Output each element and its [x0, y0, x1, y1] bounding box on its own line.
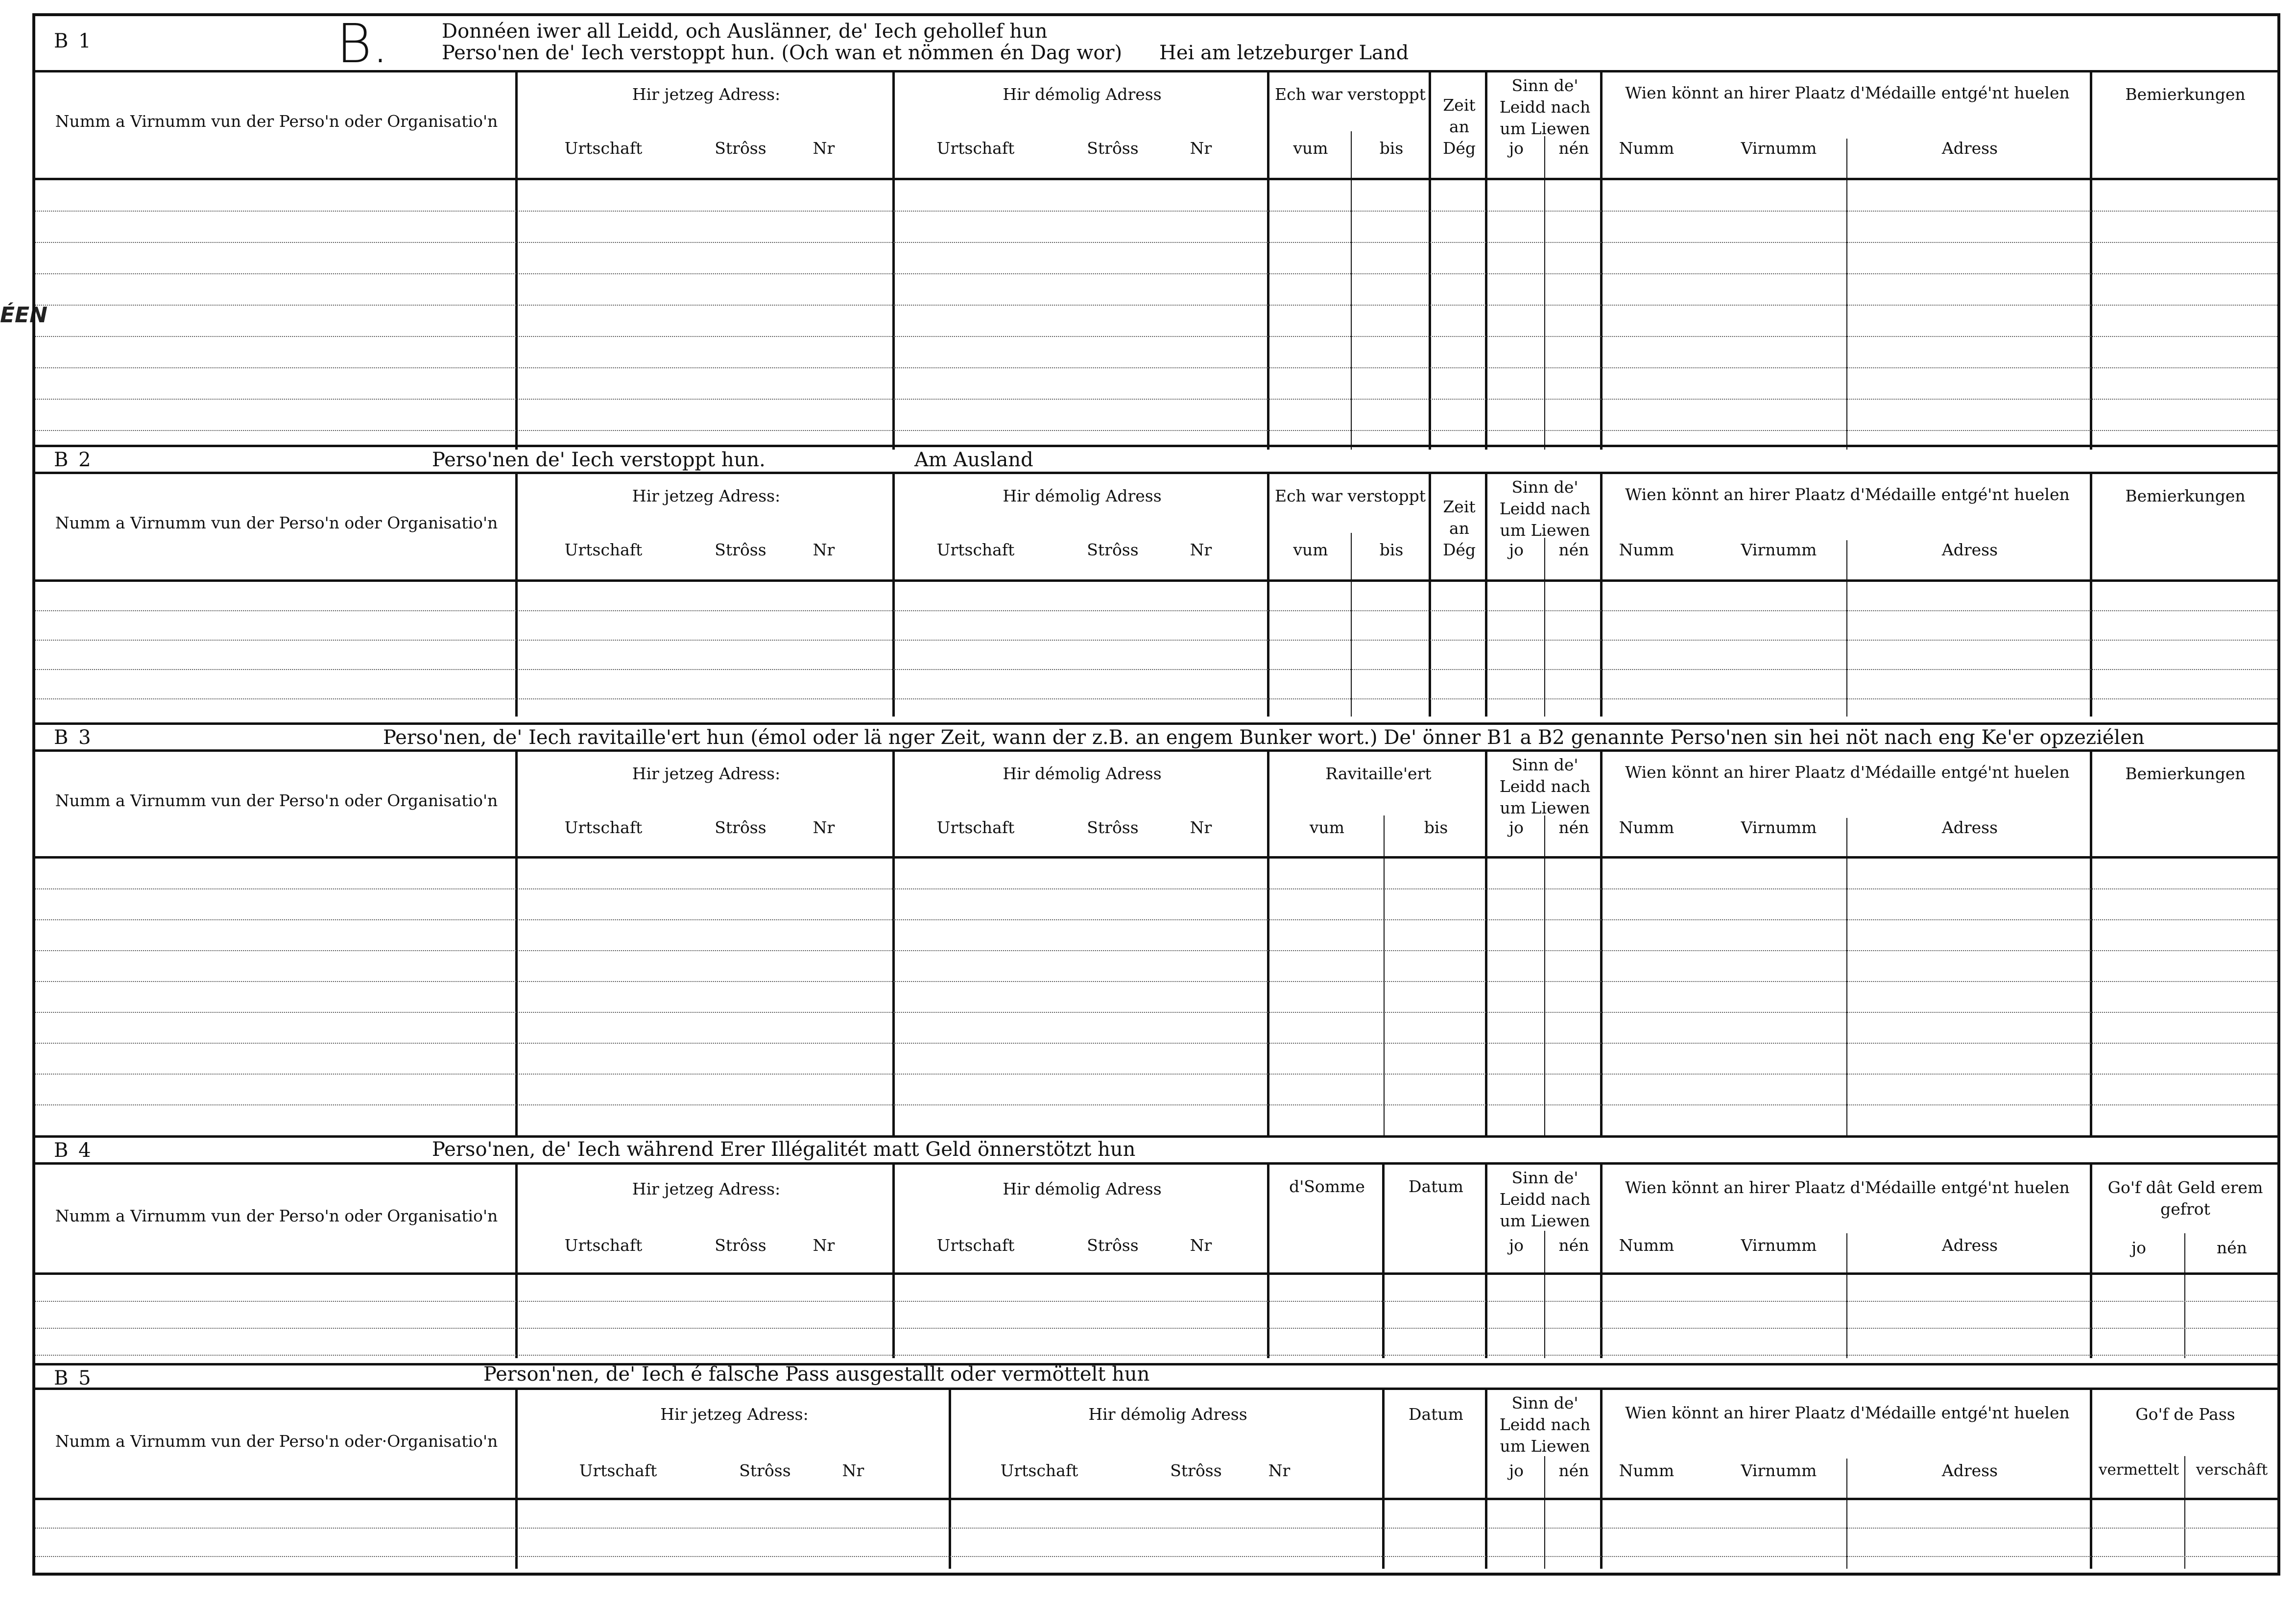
- section-b2-titlebar: [35, 445, 2277, 474]
- section-title-right: Hei am letzeburger Land: [1159, 42, 1409, 64]
- col-from: vum: [1293, 540, 1328, 559]
- col-remarks: Bemierkungen: [2125, 85, 2246, 104]
- col-ortschaft: Urtschaft: [1000, 1461, 1078, 1480]
- form-row[interactable]: [35, 982, 2277, 1013]
- col-name: Numm a Virnumm vun der Perso'n oder Organisatio'n: [55, 112, 498, 131]
- col-name: Numm a Virnumm vun der Perso'n oder Organisatio'n: [55, 1206, 498, 1225]
- col-stross: Strôss: [739, 1461, 791, 1480]
- section-title: Person'nen, de' Iech é falsche Pass ausgestallt oder vermöttelt hun: [483, 1363, 1150, 1386]
- form-row[interactable]: [35, 212, 2277, 243]
- col-ortschaft: Urtschaft: [564, 139, 643, 158]
- col-firstname: Virnumm: [1741, 1236, 1817, 1255]
- col-money-back: Go'f dât Geld erem gefrot: [2107, 1178, 2263, 1219]
- form-row[interactable]: [35, 1329, 2277, 1356]
- col-supplied: Ravitaille'ert: [1325, 764, 1432, 783]
- form-page: [32, 13, 2280, 1576]
- table-body: [35, 859, 2277, 1138]
- col-stross: Strôss: [1087, 1236, 1139, 1255]
- col-surname: Numm: [1619, 540, 1674, 559]
- section-label: B 4: [54, 1139, 93, 1162]
- col-former-address: Hir démolig Adress: [1003, 85, 1162, 104]
- col-hidden: Ech war verstoppt: [1274, 486, 1426, 505]
- col-stross: Strôss: [1087, 139, 1139, 158]
- col-stross: Strôss: [715, 1236, 766, 1255]
- form-row[interactable]: [35, 670, 2277, 699]
- col-ortschaft: Urtschaft: [936, 818, 1015, 837]
- form-row[interactable]: [35, 1105, 2277, 1136]
- col-medal: Wien könnt an hirer Plaatz d'Médaille entgé'nt huelen: [1625, 83, 2070, 102]
- col-ortschaft: Urtschaft: [579, 1461, 657, 1480]
- section-title: Perso'nen, de' Iech ravitaille'ert hun (émol oder lä nger Zeit, wann der z.B. an engem Bunker wort.) De' önner B1 a B2 genannte Perso'nen sin hei nöt nach eng Ke'er opzeziélen: [383, 726, 2145, 749]
- col-nr: Nr: [1190, 139, 1212, 158]
- col-surname: Numm: [1619, 818, 1674, 837]
- col-stross: Strôss: [715, 540, 766, 559]
- form-row[interactable]: [35, 582, 2277, 611]
- col-nr: Nr: [1190, 1236, 1212, 1255]
- col-yes: jo: [2131, 1238, 2147, 1257]
- col-medal: Wien könnt an hirer Plaatz d'Médaille entgé'nt huelen: [1625, 763, 2070, 782]
- col-stross: Strôss: [1170, 1461, 1222, 1480]
- col-to: bis: [1379, 540, 1404, 559]
- col-firstname: Virnumm: [1741, 1461, 1817, 1480]
- col-stross: Strôss: [1087, 540, 1139, 559]
- form-row[interactable]: [35, 337, 2277, 368]
- col-name: Numm a Virnumm vun der Perso'n oder·Organisatio'n: [55, 1432, 498, 1451]
- col-no: nén: [1558, 1236, 1589, 1255]
- col-no: nén: [1558, 1461, 1589, 1480]
- section-b1-titlebar: [35, 12, 2277, 75]
- col-surname: Numm: [1619, 139, 1674, 158]
- col-obtained: verschâft: [2196, 1461, 2268, 1479]
- col-firstname: Virnumm: [1741, 139, 1817, 158]
- col-no: nén: [1558, 540, 1589, 559]
- table-body: [35, 582, 2277, 717]
- col-current-address: Hir jetzeg Adress:: [632, 486, 781, 505]
- col-nr: Nr: [813, 1236, 835, 1255]
- section-title: Perso'nen de' Iech verstoppt hun.: [432, 449, 765, 471]
- table-header: [35, 1165, 2277, 1275]
- form-row[interactable]: [35, 859, 2277, 889]
- col-no: nén: [2216, 1238, 2248, 1257]
- col-ortschaft: Urtschaft: [564, 540, 643, 559]
- table-header: [35, 1390, 2277, 1500]
- col-nr: Nr: [1268, 1461, 1291, 1480]
- col-nr: Nr: [1190, 540, 1212, 559]
- col-to: bis: [1379, 139, 1404, 158]
- col-alive: Sinn de' Leidd nach um Liewen: [1499, 1168, 1591, 1230]
- col-no: nén: [1558, 818, 1589, 837]
- form-row[interactable]: [35, 274, 2277, 306]
- col-stross: Strôss: [715, 818, 766, 837]
- col-medal: Wien könnt an hirer Plaatz d'Médaille entgé'nt huelen: [1625, 485, 2070, 504]
- col-ortschaft: Urtschaft: [564, 1236, 643, 1255]
- col-former-address: Hir démolig Adress: [1003, 764, 1162, 783]
- table-body: [35, 180, 2277, 450]
- col-nr: Nr: [842, 1461, 864, 1480]
- col-yes: jo: [1508, 1236, 1524, 1255]
- col-former-address: Hir démolig Adress: [1003, 486, 1162, 505]
- col-medal: Wien könnt an hirer Plaatz d'Médaille entgé'nt huelen: [1625, 1178, 2070, 1197]
- section-b3: [35, 722, 2277, 1148]
- form-row[interactable]: [35, 1529, 2277, 1557]
- col-days: Zeit an Dég: [1442, 96, 1476, 158]
- section-title-right: Am Ausland: [914, 449, 1033, 471]
- form-row[interactable]: [35, 243, 2277, 274]
- form-row[interactable]: [35, 611, 2277, 641]
- col-nr: Nr: [813, 139, 835, 158]
- section-b4: [35, 1135, 2277, 1368]
- col-remarks: Bemierkungen: [2125, 486, 2246, 505]
- col-ortschaft: Urtschaft: [936, 1236, 1015, 1255]
- col-firstname: Virnumm: [1741, 540, 1817, 559]
- section-b3-titlebar: [35, 722, 2277, 752]
- margin-handwriting: ÉEN: [0, 303, 48, 328]
- col-address: Adress: [1941, 1461, 1998, 1480]
- col-date: Datum: [1409, 1405, 1463, 1424]
- section-label: B 5: [54, 1367, 93, 1389]
- col-no: nén: [1558, 139, 1589, 158]
- section-title-line2: Perso'nen de' Iech verstoppt hun. (Och wan et nömmen én Dag wor): [442, 42, 1123, 64]
- col-address: Adress: [1941, 1236, 1998, 1255]
- col-alive: Sinn de' Leidd nach um Liewen: [1499, 1393, 1591, 1456]
- form-row[interactable]: [35, 180, 2277, 212]
- col-current-address: Hir jetzeg Adress:: [660, 1405, 809, 1424]
- col-current-address: Hir jetzeg Adress:: [632, 85, 781, 104]
- col-sum: d'Somme: [1289, 1177, 1365, 1196]
- col-nr: Nr: [1190, 818, 1212, 837]
- form-row[interactable]: [35, 306, 2277, 337]
- col-nr: Nr: [813, 818, 835, 837]
- col-yes: jo: [1508, 818, 1524, 837]
- col-from: vum: [1293, 139, 1328, 158]
- col-former-address: Hir démolig Adress: [1088, 1405, 1247, 1424]
- form-row[interactable]: [35, 889, 2277, 920]
- col-hidden: Ech war verstoppt: [1274, 85, 1426, 104]
- col-ortschaft: Urtschaft: [936, 139, 1015, 158]
- col-current-address: Hir jetzeg Adress:: [632, 764, 781, 783]
- col-yes: jo: [1508, 540, 1524, 559]
- section-title-line1: Donnéen iwer all Leidd, och Auslänner, de' Iech gehollef hun: [442, 20, 1048, 43]
- col-to: bis: [1424, 818, 1448, 837]
- form-row[interactable]: [35, 920, 2277, 951]
- col-nr: Nr: [813, 540, 835, 559]
- col-alive: Sinn de' Leidd nach um Liewen: [1499, 478, 1591, 540]
- col-alive: Sinn de' Leidd nach um Liewen: [1499, 76, 1591, 138]
- section-b2: [35, 445, 2277, 726]
- col-ortschaft: Urtschaft: [564, 818, 643, 837]
- form-row[interactable]: [35, 641, 2277, 670]
- col-current-address: Hir jetzeg Adress:: [632, 1179, 781, 1198]
- form-row[interactable]: [35, 1500, 2277, 1529]
- section-b5: [35, 1363, 2277, 1576]
- col-remarks: Bemierkungen: [2125, 764, 2246, 783]
- form-row[interactable]: [35, 951, 2277, 982]
- section-b5-titlebar: [35, 1363, 2277, 1390]
- col-date: Datum: [1409, 1177, 1463, 1196]
- col-yes: jo: [1508, 1461, 1524, 1480]
- form-row[interactable]: [35, 368, 2277, 400]
- col-address: Adress: [1941, 818, 1998, 837]
- form-row[interactable]: [35, 400, 2277, 431]
- col-name: Numm a Virnumm vun der Perso'n oder Organisatio'n: [55, 791, 498, 810]
- section-b4-titlebar: [35, 1135, 2277, 1165]
- col-days: Zeit an Dég: [1442, 497, 1476, 559]
- table-body: [35, 1500, 2277, 1569]
- col-address: Adress: [1941, 139, 1998, 158]
- section-label: B 3: [54, 726, 93, 749]
- form-row[interactable]: [35, 1075, 2277, 1105]
- section-b1: [35, 12, 2277, 450]
- col-alive: Sinn de' Leidd nach um Liewen: [1499, 755, 1591, 817]
- col-surname: Numm: [1619, 1461, 1674, 1480]
- col-stross: Strôss: [1087, 818, 1139, 837]
- section-title: Perso'nen, de' Iech während Erer Illégalitét matt Geld önnerstötzt hun: [432, 1138, 1136, 1161]
- col-ortschaft: Urtschaft: [936, 540, 1015, 559]
- col-pass: Go'f de Pass: [2135, 1405, 2235, 1424]
- col-firstname: Virnumm: [1741, 818, 1817, 837]
- col-address: Adress: [1941, 540, 1998, 559]
- col-stross: Strôss: [715, 139, 766, 158]
- col-mediated: vermettelt: [2098, 1461, 2179, 1479]
- form-letter: B.: [336, 12, 389, 75]
- col-former-address: Hir démolig Adress: [1003, 1179, 1162, 1198]
- table-header: [35, 752, 2277, 859]
- section-label: B 2: [54, 449, 93, 471]
- col-surname: Numm: [1619, 1236, 1674, 1255]
- form-row[interactable]: [35, 1302, 2277, 1329]
- form-row[interactable]: [35, 1275, 2277, 1302]
- col-from: vum: [1309, 818, 1345, 837]
- section-label: B 1: [54, 30, 93, 52]
- col-medal: Wien könnt an hirer Plaatz d'Médaille entgé'nt huelen: [1625, 1403, 2070, 1422]
- form-row[interactable]: [35, 1044, 2277, 1075]
- table-body: [35, 1275, 2277, 1358]
- form-row[interactable]: [35, 1013, 2277, 1044]
- col-name: Numm a Virnumm vun der Perso'n oder Organisatio'n: [55, 513, 498, 532]
- table-header: [35, 72, 2277, 180]
- table-header: [35, 474, 2277, 582]
- col-yes: jo: [1508, 139, 1524, 158]
